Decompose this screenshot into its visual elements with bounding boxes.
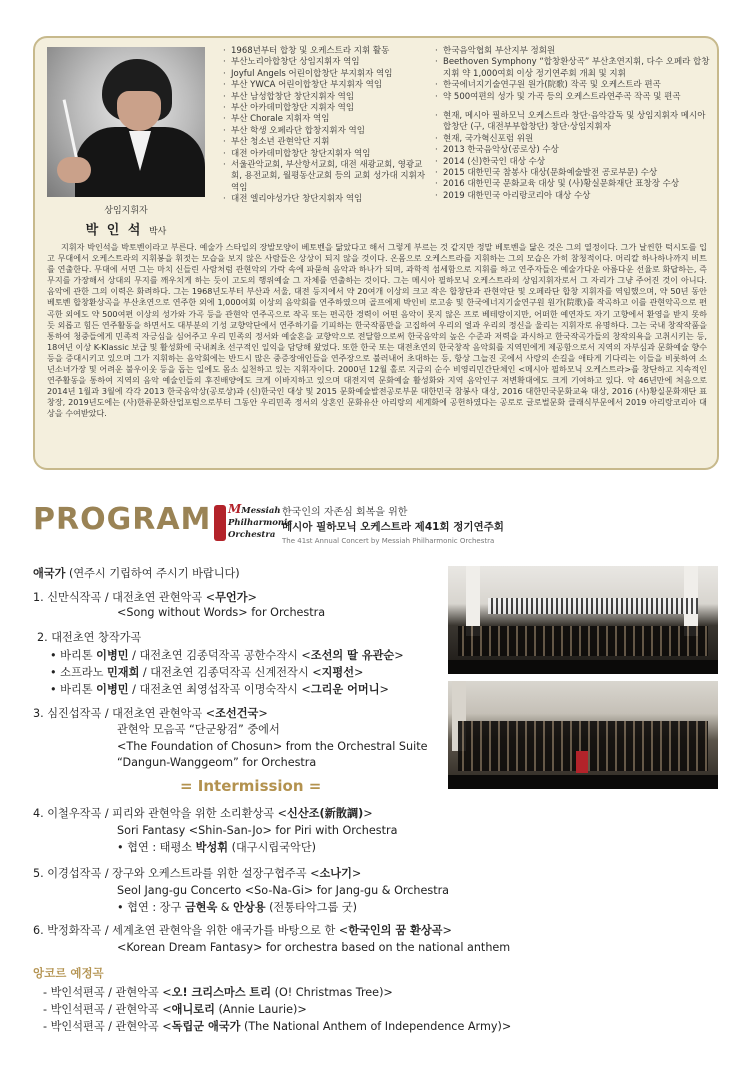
program-item-4: 4. 이철우작곡 / 피리와 관현악을 위한 소리환상곡 <신산조(新散調)> (33, 807, 373, 820)
encore-item-1: - 박인석편곡 / 관현악곡 <오! 크리스마스 트리 (O! Christmas Tree)> (43, 986, 393, 999)
career-item: · 서울관악교회, 부산항서교회, 대전 새광교회, 영광교회, 용전교회, 월평동산교회 등의 교회 성가대 지휘자 역임 (223, 160, 433, 194)
career-item: · 부산 YWCA 어린이합창단 부지휘자 역임 (223, 80, 433, 91)
concert-photo-choir (448, 566, 718, 674)
program-item-2: 2. 대전초연 창작가곡 (37, 631, 142, 644)
program-item-2-song-3: • 바리톤 이병민 / 대전초연 최영섭작곡 이명숙작시 <그리운 어머니> (50, 683, 389, 696)
encore-heading: 앙코르 예정곡 (33, 966, 104, 980)
career-item: · 부산 Chorale 지휘자 역임 (223, 114, 433, 125)
concert-title-block (282, 503, 504, 545)
program-item-1-english: <Song without Words> for Orchestra (117, 606, 326, 619)
career-item: · Joyful Angels 어린이합창단 부지휘자 역임 (223, 69, 433, 80)
program-item-6: 6. 박정화작곡 / 세계초연 관현악을 위한 애국가를 바탕으로 한 <한국인의 꿈 환상곡> (33, 924, 452, 937)
career-item: · 한국음악협회 부산지부 정회원 (435, 46, 715, 57)
conductor-photo (47, 47, 205, 197)
career-item: · 부산 아카데미합창단 지휘자 역임 (223, 103, 433, 114)
program-item-3: 3. 심진섭작곡 / 대전초연 관현악곡 <조선건국> (33, 707, 268, 720)
conductor-biography: 지휘자 박인석을 박토벤이라고 부른다. 예술가 스타일의 장발모양이 베토벤을 닮았다고 해서 그렇게 부르는 것 같지만 정말 베토벤을 닮은 것은 그의 열정이다. 그가 날씬한 턱시도를 입고 무대에서 오케스트라의 지휘봉을 휘젓는 모습을 보지 않은 사람들은 상상이 되지 않을 것이다. 온몸으로 오케스트라를 지휘하는 그의 모습은 가히 참청적이다. 머리칼 하나하나까지 비트를 연출한다. 무대에 서면 그는 마치 신들린 사람처럼 관현악의 가락 속에 파묻혀 음악과 하나가 되며, 과학적 섬세함으로 지휘를 하고 연주자들은 예술가다운 아름다운 선율로 화답하는, 즉 무지를 가장해서 상대의 무지를 깨우치게 하는 듯이 고도의 행위예술 그 자체를 연출하는 것이다. 그는 메시아 필하모닉 오케스트라의 상임지휘자로서 그 자리가 그냥 주어진 것이 아니다. 음악에 관한 그의 이력은 화려하다. 그는 1968년도부터 부산과 서울, 대전 등지에서 약 20여개 이상의 크고 작은 합창단과 관현악단 및 오페라단 합창 지휘자를 역임했으며, 약 50년 동안 베토벤 합창환상곡을 부산초연으로 연주한 외에 1,000여회 이상의 음악회를 연주하였으며 골프에제 박인비 로고송 및 한국에너지기술연구원 원가(院歌)를 작곡하고 이를 관현악곡으로 편곡한 외에도 약 500여편 이상의 성가와 가곡 등을 관현악 연주곡으로 작곡 또는 편곡한 경력이 어떤 음악이 못지 않은 프로 베테랑이지만, 어떠한 예연자도 자기 고향에서 환영을 받지 못하듯 외롭고 힘든 연주활동을 하면서도 대부분의 기성 교향악단에서 연주하기를 기피하는 한국작품만을 고집하여 우리의 얼과 우리의 정신을 울리는 지휘자로 유명하다. 그는 국내 창작작품을 통하여 청중들에게 민족적 자긍심을 심어주고 우리 민족의 정서와 예술혼을 교향악으로 전달함으로써 한국음악의 높은 수준과 저력을 과시하고 한국작곡가들의 창작의욕을 고취시키는 등, 18여년 이상 K-Klassic 보급 및 활성화에 국내최초 선구적인 일익을 담당해 왔었다. 또한 한국 또는 대전초연의 한국창작 음악회를 지역민에게 제공함으로서 지역의 자부심과 문화예술 향수 등을 증대시키고 있으며 그가 지휘하는 음악회에는 반드시 많은 중증장애인들을 연주장으로 불러내어 초대하는 등, 항상 그늘진 곳에서 사랑의 손길을 애타게 기다리는 이들을 비롯하여 소년소녀가장 및 어려운 불우이웃 등을 돕는 일에도 몸소 실천하고 있는 지휘자이다. 2000년 12월 홀로 지금의 순수 비영리민간단체인 <메시아 필하모닉 오케스트라>를 창단하고 지속적인 연주활동을 통하여 지역의 음악 예술인들의 후진배양에도 크게 이바지하고 있으며 대전지역 문화예술 활성화와 지역 음악인구 저변확대에도 크게 기여하고 있다. 악 46년만에 처음으로 2014년 1월과 3월에 각각 2013 한국음악상(공로상)과 (신)한국인 대상 및 2015 문화예술발전공로부문 대한민국 참봉사 대상, 2016 대한민국문화교육 대상, 2016 (사)황실문화재단 표창장, 2019년도에는 (사)한류문화산업포럼으로부터 그동안 우리민족 정서의 상혼인 문화유산 아리랑의 세계화에 공헌하였다는 공로로 글로벌문화 클래식부문에서 2019 아리랑코리아 대상을 수여받았다. (47, 242, 707, 419)
orchestra-logo (214, 502, 293, 543)
program-item-4-english: Sori Fantasy <Shin-San-Jo> for Piri with Orchestra (117, 824, 398, 837)
logo-line-1: MMessiah (228, 502, 281, 516)
program-item-3-line-3: <The Foundation of Chosun> from the Orchestral Suite (117, 740, 428, 753)
career-item: · 대전 아카데미합창단 창단지휘자 역임 (223, 149, 433, 160)
concert-title-english: The 41st Annual Concert by Messiah Philharmonic Orchestra (282, 537, 495, 545)
concert-photo-orchestra (448, 681, 718, 789)
program-item-5: 5. 이경섭작곡 / 장구와 오케스트라를 위한 설장구협주곡 <소나기> (33, 867, 362, 880)
conductor-caption (47, 203, 205, 238)
encore-item-2: - 박인석편곡 / 관현악곡 <애니로리 (Annie Laurie)> (43, 1003, 307, 1016)
program-item-2-song-1: • 바리톤 이병민 / 대전초연 김종덕작곡 공한수작시 <조선의 딸 유관순> (50, 649, 404, 662)
career-item: · 부산 학생 오페라단 합창지휘자 역임 (223, 126, 433, 137)
career-item: · 2019 대한민국 아리랑코리아 대상 수상 (435, 191, 715, 202)
career-item: · 한국에너지기술연구원 원가(院歌) 작곡 및 오케스트라 편곡 (435, 80, 715, 91)
concert-title: 메시아 필하모닉 오케스트라 제41회 정기연주회 (282, 521, 504, 533)
program-item-4-performer: • 협연 : 태평소 박성휘 (대구시립국악단) (117, 841, 316, 854)
career-item: · 약 500여편의 성가 및 가곡 등의 오케스트라연주곡 작곡 및 편곡 (435, 92, 715, 103)
career-list-right (435, 46, 715, 202)
career-item: · 2014 (신)한국인 대상 수상 (435, 157, 715, 168)
career-item: · 2016 대한민국 문화교육 대상 및 (사)황실문화재단 표창장 수상 (435, 179, 715, 190)
career-item: · 부산 청소년 관현악단 지휘 (223, 137, 433, 148)
program-item-3-line-4: “Dangun-Wanggeom” for Orchestra (117, 756, 317, 769)
career-item: · 현재, 국가혁신포럼 위원 (435, 134, 715, 145)
logo-line-3: Orchestra (228, 530, 276, 540)
logo-line-2: Philharmonic (228, 518, 293, 528)
career-item: · 현재, 메시아 필하모닉 오케스트라 창단·음악감독 및 상임지휘자 메시아 합창단 (구, 대전부부합창단) 창단·상임지휘자 (435, 111, 715, 134)
conductor-name: 박 인 석 박사 (85, 223, 167, 238)
career-item: · 부산노리아합창단 상임지휘자 역임 (223, 57, 433, 68)
program-anthem: 애국가 (연주시 기립하여 주시기 바랍니다) (33, 567, 240, 580)
career-item: · 대전 엘리야성가단 창단지휘자 역임 (223, 194, 433, 205)
encore-item-3: - 박인석편곡 / 관현악곡 <독립군 애국가 (The National Anthem of Independence Army)> (43, 1020, 512, 1033)
program-item-6-english: <Korean Dream Fantasy> for orchestra based on the national anthem (117, 941, 511, 954)
program-item-1: 1. 신만식작곡 / 대전초연 관현악곡 <무언가> (33, 591, 257, 604)
conductor-profile-box (33, 36, 719, 470)
program-item-5-performer: • 협연 : 장구 금현욱 & 안상용 (전통타악그룹 굿) (117, 901, 358, 914)
career-item: · 부산 남성합창단 창단지휘자 역임 (223, 92, 433, 103)
conductor-role: 상임지휘자 (104, 206, 148, 216)
crest-icon (214, 505, 226, 541)
career-list-left (223, 46, 433, 206)
program-item-3-line-2: 관현악 모음곡 “단군왕검” 중에서 (117, 723, 280, 736)
program-item-5-english: Seol Jang-gu Concerto <So-Na-Gi> for Jang-gu & Orchestra (117, 884, 450, 897)
program-item-2-song-2: • 소프라노 민재희 / 대전초연 김종덕작곡 신계전작시 <지평선> (50, 666, 364, 679)
career-item: · 2013 한국음악상(공로상) 수상 (435, 145, 715, 156)
program-title: PROGRAM (33, 502, 212, 537)
career-item: · 2015 대한민국 참봉사 대상(문화예술발전 공로부문) 수상 (435, 168, 715, 179)
career-item: · 1968년부터 합창 및 오케스트라 지휘 활동 (223, 46, 433, 57)
career-item: · Beethoven Symphony “합창환상곡” 부산초연지휘, 다수 오페라 합창지휘 약 1,000여회 이상 정기연주회 개최 및 지휘 (435, 57, 715, 80)
concert-subtitle: 한국인의 자존심 회복을 위한 (282, 507, 408, 518)
intermission: = Intermission = (180, 777, 322, 795)
